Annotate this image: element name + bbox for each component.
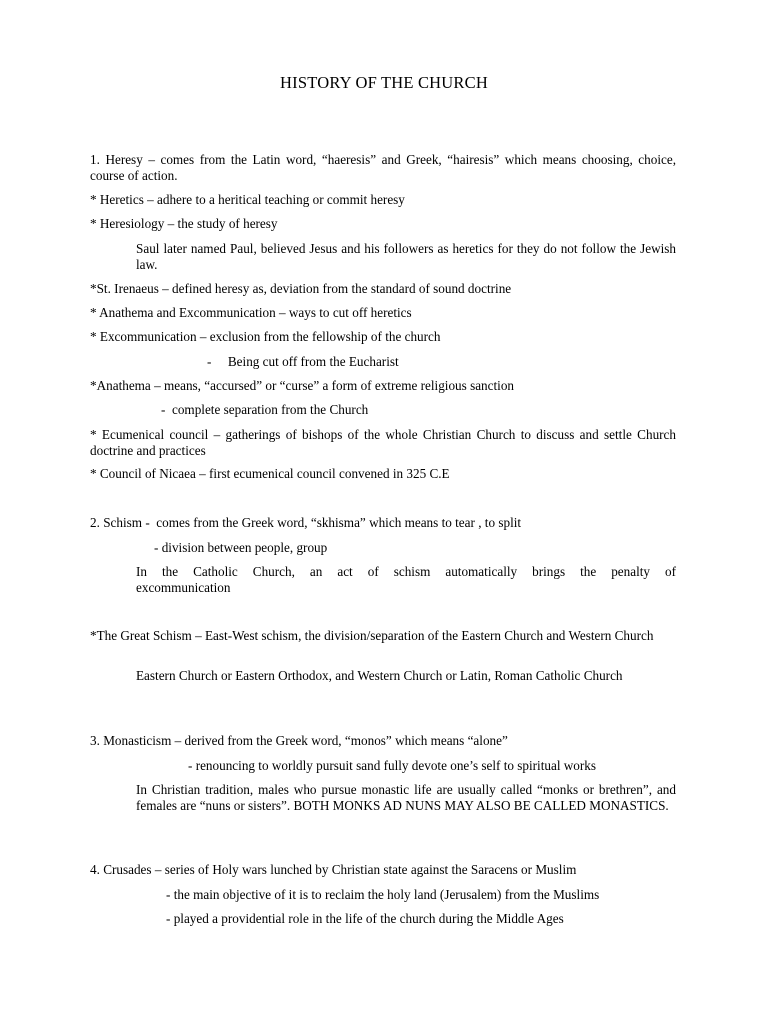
paragraph-monasticism: 3. Monasticism – derived from the Greek word, “monos” which means “alone” bbox=[90, 733, 508, 748]
paragraph-saul: Saul later named Paul, believed Jesus and his followers as heretics for they do not follow the Jewish law. bbox=[136, 241, 676, 273]
paragraph-great-schism: *The Great Schism – East-West schism, the division/separation of the Eastern Church and Western Church bbox=[90, 628, 654, 643]
sub-item-division: - division between people, group bbox=[154, 540, 328, 555]
document-title: HISTORY OF THE CHURCH bbox=[280, 73, 488, 92]
sub-item-separation: - complete separation from the Church bbox=[161, 402, 369, 417]
sub-item-renouncing: - renouncing to worldly pursuit sand fully devote one’s self to spiritual works bbox=[188, 758, 597, 773]
paragraph-excommunication: * Excommunication – exclusion from the fellowship of the church bbox=[90, 329, 441, 344]
sub-item-providential: - played a providential role in the life of the church during the Middle Ages bbox=[166, 911, 564, 926]
paragraph-catholic-schism: In the Catholic Church, an act of schism automatically brings the penalty of excommunication bbox=[136, 564, 676, 596]
paragraph-heresy: 1. Heresy – comes from the Latin word, “haeresis” and Greek, “hairesis” which means choosing, choice, course of action. bbox=[90, 152, 676, 184]
paragraph-nicaea: * Council of Nicaea – first ecumenical council convened in 325 C.E bbox=[90, 466, 450, 481]
paragraph-anathema: *Anathema – means, “accursed” or “curse” a form of extreme religious sanction bbox=[90, 378, 515, 393]
paragraph-christian-tradition: In Christian tradition, males who pursue monastic life are usually called “monks or brethren”, and females are “nuns or sisters”. BOTH MONKS AD NUNS MAY ALSO BE CALLED MONASTICS. bbox=[136, 782, 676, 814]
sub-item-objective: - the main objective of it is to reclaim the holy land (Jerusalem) from the Muslims bbox=[166, 887, 600, 902]
paragraph-eastern-western: Eastern Church or Eastern Orthodox, and Western Church or Latin, Roman Catholic Church bbox=[136, 668, 623, 683]
paragraph-crusades: 4. Crusades – series of Holy wars lunched by Christian state against the Saracens or Muslim bbox=[90, 862, 577, 877]
paragraph-ecumenical-council: * Ecumenical council – gatherings of bishops of the whole Christian Church to discuss and settle Church doctrine and practices bbox=[90, 427, 676, 459]
paragraph-anathema-excommunication: * Anathema and Excommunication – ways to cut off heretics bbox=[90, 305, 412, 320]
paragraph-heresiology: * Heresiology – the study of heresy bbox=[90, 216, 278, 231]
paragraph-irenaeus: *St. Irenaeus – defined heresy as, deviation from the standard of sound doctrine bbox=[90, 281, 512, 296]
paragraph-schism: 2. Schism - comes from the Greek word, “skhisma” which means to tear , to split bbox=[90, 515, 522, 530]
sub-item-eucharist: - Being cut off from the Eucharist bbox=[207, 354, 399, 369]
paragraph-heretics: * Heretics – adhere to a heritical teaching or commit heresy bbox=[90, 192, 405, 207]
